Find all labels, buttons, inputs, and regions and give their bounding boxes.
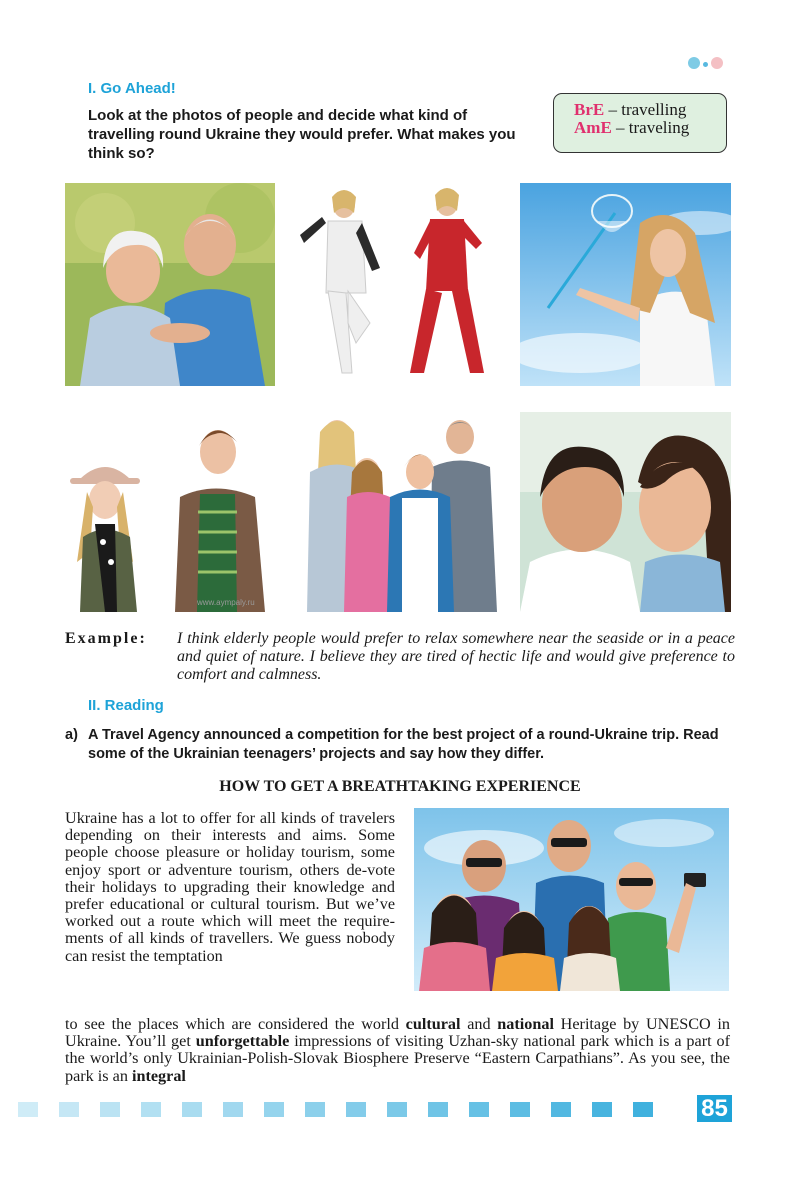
footer-square <box>223 1102 243 1117</box>
keyword-national: national <box>497 1015 554 1033</box>
footer-square <box>510 1102 530 1117</box>
example-label: Example: <box>65 630 147 647</box>
decorative-dot <box>711 57 723 69</box>
photo-elderly-couple <box>65 183 275 386</box>
footer-square <box>633 1102 653 1117</box>
footer-square <box>551 1102 571 1117</box>
watermark-text: www.aympaly.ru <box>197 598 255 607</box>
decorative-dot <box>703 62 708 67</box>
section-title-reading: II. Reading <box>88 697 164 714</box>
footer-square <box>141 1102 161 1117</box>
story-paragraph-2 <box>65 1016 730 1085</box>
footer-square <box>100 1102 120 1117</box>
footer-square <box>59 1102 79 1117</box>
example-block <box>65 630 735 684</box>
footer-square <box>428 1102 448 1117</box>
bre-text: – travelling <box>604 100 687 119</box>
photo-friends-selfie <box>414 808 729 991</box>
footer-square <box>346 1102 366 1117</box>
ame-label: AmE <box>574 118 612 137</box>
keyword-integral: integral <box>131 1066 186 1085</box>
footer-square <box>387 1102 407 1117</box>
decorative-dot <box>688 57 700 69</box>
text-run: Heritage by UNESCO in Ukraine. You’ll get <box>65 1015 731 1051</box>
section-title-go-ahead: I. Go Ahead! <box>88 80 176 97</box>
reading-task-text: A Travel Agency announced a competition for the best project of a round-Ukraine trip. Read some of the Ukrainian teenagers’ projects and say how they differ. <box>88 727 719 762</box>
story-paragraph-1: Ukraine has a lot to offer for all kinds of travelers depending on their interests and aims. Some people choose pleasure or holiday tourism, some enjoy sport or adventure tourism, others de-vote their holidays to upgrading their knowledge and prefer educational or cultural tourism. But we’ve worked out a route which will meet the require-ments of all kinds of travellers. We guess nobody can resist the temptation <box>65 809 395 965</box>
reading-task <box>65 726 735 764</box>
photo-hipster-teens <box>65 412 290 612</box>
footer-square <box>305 1102 325 1117</box>
example-text: I think elderly people would prefer to relax somewhere near the seaside or in a peace and quiet of nature. I believe they are tired of hectic life and would give preference to comfort and calmness. <box>177 630 735 683</box>
keyword-cultural: cultural <box>405 1015 461 1033</box>
ame-text: – traveling <box>611 118 690 137</box>
corner-decoration <box>688 56 723 74</box>
footer-square <box>469 1102 489 1117</box>
photo-smiling-couple <box>520 412 731 612</box>
story-title: HOW TO GET A BREATHTAKING EXPERIENCE <box>219 778 581 795</box>
footer-square <box>18 1102 38 1117</box>
text-run: impressions of visiting Uzhan-sky national park which is a part of the world’s only Ukrainian-Polish-Slovak Biosphere Preserve “Eastern Carpathians”. As you see, the park is an <box>65 1032 731 1085</box>
text-run: and <box>460 1015 498 1033</box>
text-run: to see the places which are considered the world <box>65 1015 406 1033</box>
page-number: 85 <box>697 1095 732 1122</box>
keyword-unforgettable: unforgettable <box>195 1032 290 1051</box>
task-marker: a) <box>65 727 78 743</box>
photo-sporty-girls <box>292 183 505 386</box>
task-instructions: Look at the photos of people and decide what kind of travelling round Ukraine they would prefer. What makes you think so? <box>88 107 516 162</box>
footer-square <box>182 1102 202 1117</box>
footer-square <box>592 1102 612 1117</box>
footer-square <box>264 1102 284 1117</box>
photo-family <box>292 412 505 612</box>
photo-girl-with-net <box>520 183 731 386</box>
spelling-note <box>553 93 727 153</box>
bre-label: BrE <box>574 100 605 119</box>
